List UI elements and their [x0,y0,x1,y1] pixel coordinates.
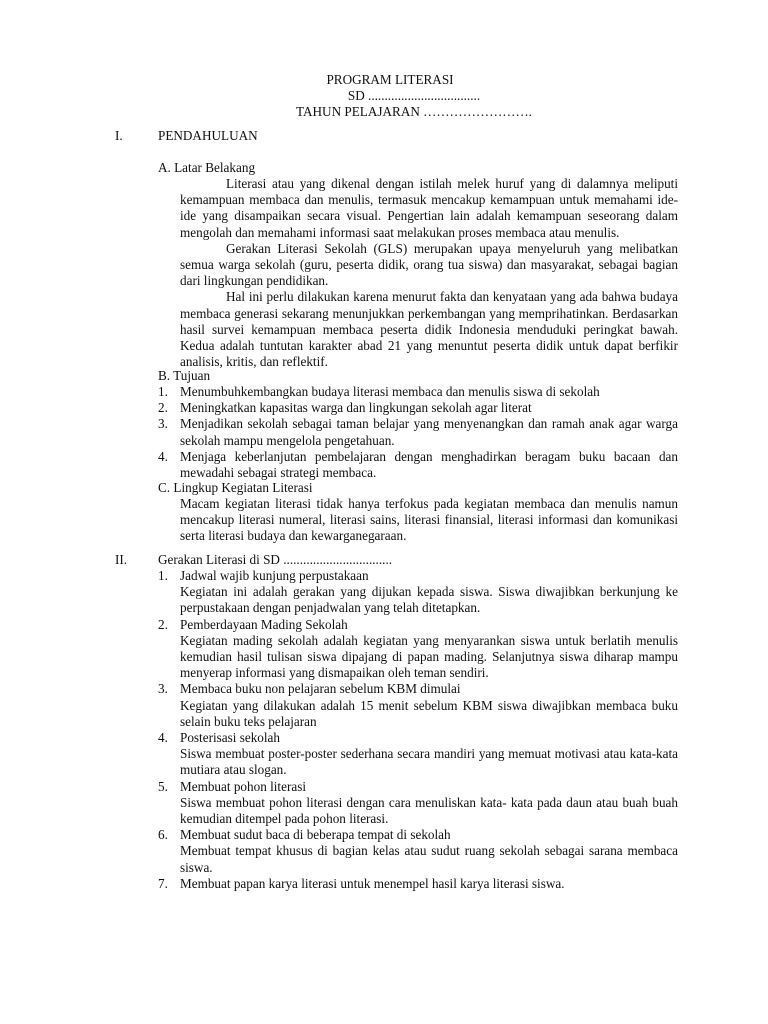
activity-title: Membaca buku non pelajaran sebelum KBM dimulai [180,681,461,697]
activity-title: Membuat pohon literasi [180,778,306,794]
list-item [158,416,678,448]
list-item [158,827,678,876]
list-number: 7. [158,875,168,891]
list-item [158,617,678,682]
subsection-c-body: Macam kegiatan literasi tidak hanya terfokus pada kegiatan membaca dan menulis namun mencakup literasi numeral, literasi sains, literasi finansial, literasi informasi dan komunikasi serta literasi budaya dan kewarganegaraan. [180,496,678,544]
document-title: PROGRAM LITERASI [326,72,454,87]
activity-description: Kegiatan ini adalah gerakan yang dijukan kepada siswa. Siswa diwajibkan berkunjung ke perpustakaan dengan penjadwalan yang telah ditetapkan. [180,584,678,616]
list-number: 4. [158,448,168,464]
list-item [158,568,678,617]
activity-description: Kegiatan mading sekolah adalah kegiatan yang menyarankan siswa untuk berlatih menulis kemudian hasil tulisan siswa dipajang di papan mading. Selanjutnya siswa diharap mampu menyerap informasi yang dismapaikan oleh teman sendiri. [180,632,678,681]
activity-title: Jadwal wajib kunjung perpustakaan [180,568,369,583]
activity-description: Siswa membuat poster-poster sederhana secara mandiri yang memuat motivasi atau kata-kata mutiara atau slogan. [180,746,678,778]
list-number: 1. [158,568,168,583]
section-2-numeral: II. [115,552,128,567]
list-number: 3. [158,681,168,697]
subsection-a-heading: A. Latar Belakang [158,160,256,175]
school-name-line: SD .................................. [347,88,481,103]
list-item [158,400,678,416]
academic-year-line: TAHUN PELAJARAN ……………………. [296,104,532,119]
activity-description: Siswa membuat pohon literasi dengan cara menuliskan kata- kata pada daun atau buah buah kemudian ditempel pada pohon literasi. [180,794,678,827]
list-number: 2. [158,400,168,416]
section-2-title: Gerakan Literasi di SD ................................. [158,552,393,567]
activity-title: Membuat papan karya literasi untuk menempel hasil karya literasi siswa. [180,875,565,891]
section-1-numeral: I. [115,128,123,143]
list-number: 2. [158,616,168,632]
list-text: Meningkatkan kapasitas warga dan lingkungan sekolah agar literat [180,400,532,416]
activity-description: Kegiatan yang dilakukan adalah 15 menit sebelum KBM siswa diwajibkan membaca buku selain buku teks pelajaran [180,697,678,729]
subsection-b-heading: B. Tujuan [158,368,211,383]
list-number: 5. [158,778,168,794]
list-number: 6. [158,827,168,843]
list-item [158,876,678,892]
list-number: 1. [158,384,168,399]
list-text: Menumbuhkembangkan budaya literasi membaca dan menulis siswa di sekolah [180,384,600,399]
paragraph: Literasi atau yang dikenal dengan istilah melek huruf yang di dalamnya meliputi kemampuan membaca dan menulis, termasuk mencakup kemampuan untuk memahami ide-ide yang disampaikan secara visual. Pengertian lain adalah kemampuan seseorang dalam mengolah dan memahami informasi saat melakukan proses membaca atau menulis. [180,176,678,240]
activity-description: Membuat tempat khusus di bagian kelas atau sudut ruang sekolah sebagai sarana membaca siswa. [180,843,678,875]
list-text: Menjadikan sekolah sebagai taman belajar yang menyenangkan dan ramah anak agar warga sekolah mampu mengelola pengetahuan. [180,416,678,448]
list-item [158,730,678,779]
activity-title: Posterisasi sekolah [180,730,280,746]
list-text: Menjaga keberlanjutan pembelajaran dengan menghadirkan beragam buku bacaan dan mewadahi sebagai strategi membaca. [180,448,678,481]
list-number: 4. [158,730,168,746]
paragraph: Gerakan Literasi Sekolah (GLS) merupakan upaya menyeluruh yang melibatkan semua warga sekolah (guru, peserta didik, orang tua siswa) dan masyarakat, sebagai bagian dari lingkungan pendidikan. [180,240,678,289]
list-item [158,681,678,730]
subsection-a-body [180,176,678,370]
section-1-title: PENDAHULUAN [158,128,258,143]
list-number: 3. [158,416,168,432]
list-item [158,384,678,400]
goals-list [158,384,678,481]
paragraph: Hal ini perlu dilakukan karena menurut fakta dan kenyataan yang ada bahwa budaya membaca generasi sekarang menunjukkan perkembangan yang memprihatinkan. Berdasarkan hasil survei kemampuan membaca peserta didik Indonesia menduduki peringkat bawah. Kedua adalah tuntutan karakter abad 21 yang menuntut peserta didik untuk dapat berfikir analisis, kritis, dan reflektif. [180,289,678,370]
activity-title: Membuat sudut baca di beberapa tempat di sekolah [180,827,451,843]
list-item [158,779,678,828]
activity-title: Pemberdayaan Mading Sekolah [180,616,348,632]
list-item [158,449,678,481]
subsection-c-heading: C. Lingkup Kegiatan Literasi [158,480,313,495]
activities-list [158,568,678,892]
